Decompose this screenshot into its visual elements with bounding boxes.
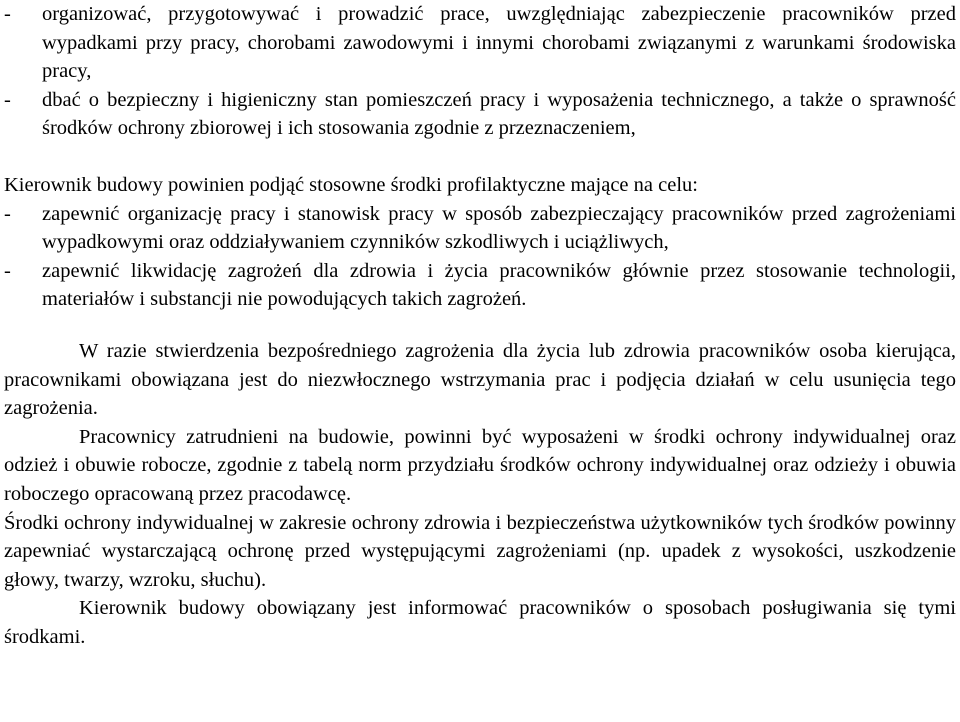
paragraph-ppe-protection: Środki ochrony indywidualnej w zakresie ochrony zdrowia i bezpieczeństwa użytkowników tych środków powinny zapewniać wystarczającą ochronę przed występującymi zagrożeniami (np. upadek z wysokości, uszkodzenie głowy, twarzy, wzroku, słuchu). <box>4 511 956 591</box>
list-dash: - <box>4 88 11 111</box>
list-item <box>4 257 956 314</box>
spacer <box>4 143 956 171</box>
list-item-text: dbać o bezpieczny i higieniczny stan pomieszczeń pracy i wyposażenia technicznego, a także o sprawność środków ochrony zbiorowej i ich stosowania zgodnie z przeznaczeniem, <box>42 88 956 140</box>
list-item-text: zapewnić organizację pracy i stanowisk pracy w sposób zabezpieczający pracowników przed zagrożeniami wypadkowymi oraz oddziaływaniem czynników szkodliwych i uciążliwych, <box>42 202 956 254</box>
list-item <box>4 86 956 143</box>
list-item <box>4 200 956 257</box>
list-dash: - <box>4 202 11 225</box>
paragraph-danger: W razie stwierdzenia bezpośredniego zagrożenia dla życia lub zdrowia pracowników osoba kierująca, pracownikami obowiązana jest do niezwłocznego wstrzymania prac i podjęcia działań w celu usunięcia tego zagrożenia. <box>4 339 956 420</box>
duties-list <box>4 0 956 143</box>
list-item-text: organizować, przygotowywać i prowadzić prace, uwzględniając zabezpieczenie pracowników przed wypadkami przy pracy, chorobami zawodowymi i innymi chorobami związanymi z warunkami środowiska pracy, <box>42 3 956 83</box>
kierownik-intro: Kierownik budowy powinien podjąć stosowne środki profilaktyczne mające na celu: <box>4 173 698 196</box>
list-dash: - <box>4 3 11 25</box>
preventive-measures-list <box>4 200 956 314</box>
paragraph-ppe-instruction: Kierownik budowy obowiązany jest informować pracowników o sposobach posługiwania się tymi środkami. <box>4 597 956 648</box>
list-dash: - <box>4 259 11 282</box>
list-item <box>4 0 956 86</box>
spacer <box>4 314 956 337</box>
list-item-text: zapewnić likwidację zagrożeń dla zdrowia i życia pracowników głównie przez stosowanie technologii, materiałów i substancji nie powodujących takich zagrożeń. <box>42 259 956 311</box>
paragraph-ppe-equipment: Pracownicy zatrudnieni na budowie, powinni być wyposażeni w środki ochrony indywidualnej oraz odzież i obuwie robocze, zgodnie z tabelą norm przydziału środków ochrony indywidualnej oraz odzieży i obuwia roboczego opracowaną przez pracodawcę. <box>4 425 956 505</box>
